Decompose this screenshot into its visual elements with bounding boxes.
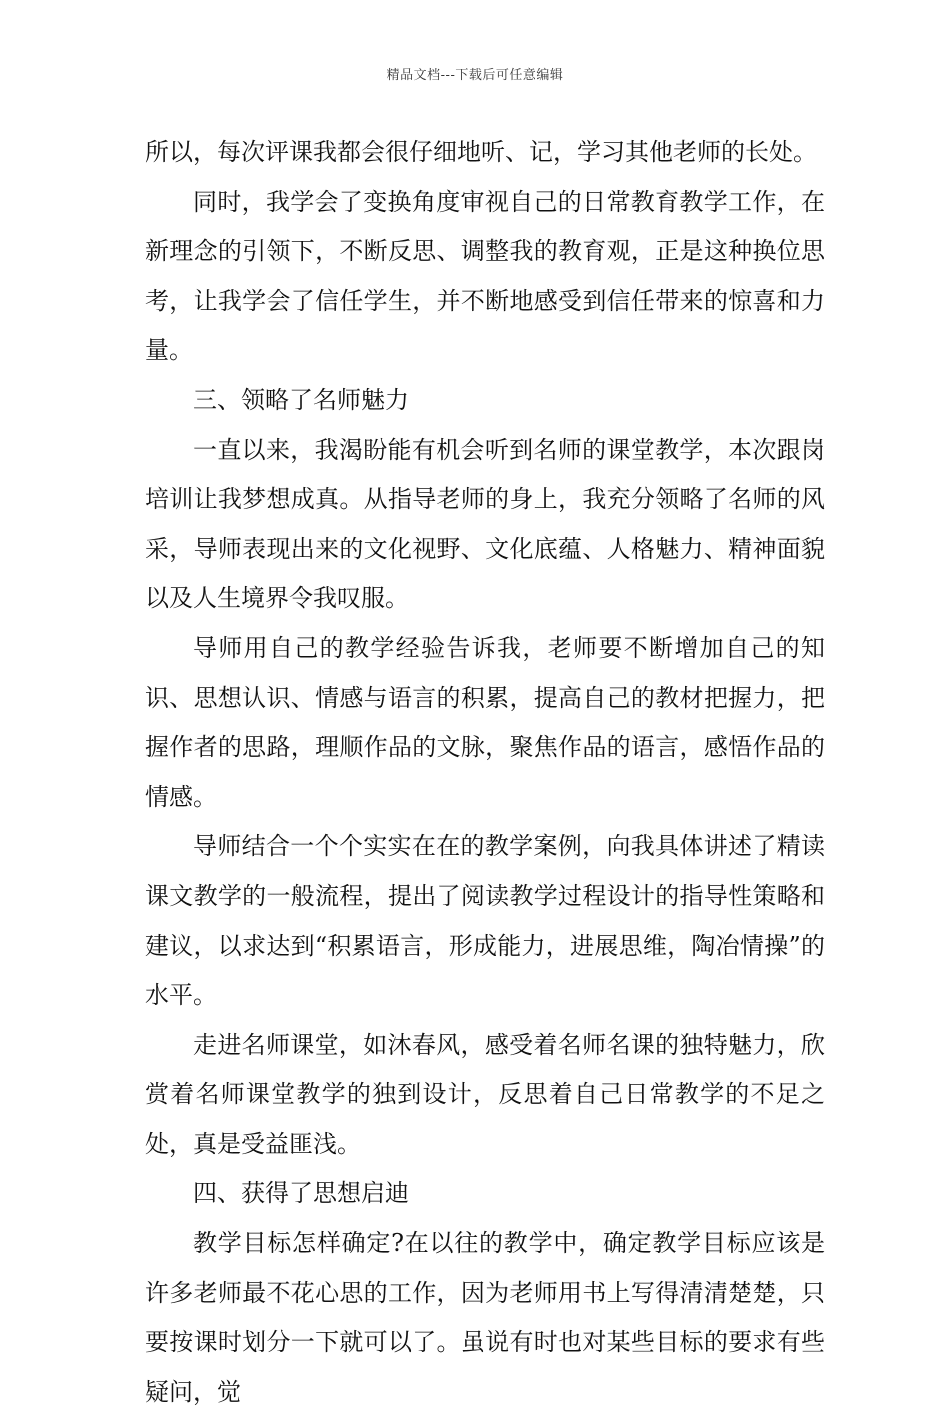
paragraph: 导师结合一个个实实在在的教学案例，向我具体讲述了精读课文教学的一般流程，提出了阅读教学过程设计的指导性策略和建议，以求达到“积累语言，形成能力，进展思维，陶冶情操”的水平。 [145, 832, 825, 1010]
section-heading: 三、领略了名师魅力 [193, 385, 409, 414]
paragraph: 走进名师课堂，如沐春风，感受着名师名课的独特魅力，欣赏着名师课堂教学的独到设计，反思着自己日常教学的不足之处，真是受益匪浅。 [145, 1030, 825, 1158]
page-header: 精品文档---下载后可任意编辑 [386, 68, 564, 83]
paragraph: 教学目标怎样确定?在以往的教学中，确定教学目标应该是许多老师最不花心思的工作，因为老师用书上写得清清楚楚，只要按课时划分一下就可以了。虽说有时也对某些目标的要求有些疑问，觉 [145, 1229, 825, 1406]
paragraph: 导师用自己的教学经验告诉我，老师要不断增加自己的知识、思想认识、情感与语言的积累，提高自己的教材把握力，把握作者的思路，理顺作品的文脉，聚焦作品的语言，感悟作品的情感。 [145, 633, 825, 811]
section-heading: 四、获得了思想启迪 [193, 1179, 409, 1208]
document-body [145, 128, 825, 1417]
paragraph: 同时，我学会了变换角度审视自己的日常教育教学工作，在新理念的引领下，不断反思、调整我的教育观，正是这种换位思考，让我学会了信任学生，并不断地感受到信任带来的惊喜和力量。 [145, 187, 825, 365]
paragraph: 一直以来，我渴盼能有机会听到名师的课堂教学，本次跟岗培训让我梦想成真。从指导老师的身上，我充分领略了名师的风采，导师表现出来的文化视野、文化底蕴、人格魅力、精神面貌以及人生境界令我叹服。 [145, 435, 825, 613]
paragraph: 所以，每次评课我都会很仔细地听、记，学习其他老师的长处。 [145, 138, 817, 166]
